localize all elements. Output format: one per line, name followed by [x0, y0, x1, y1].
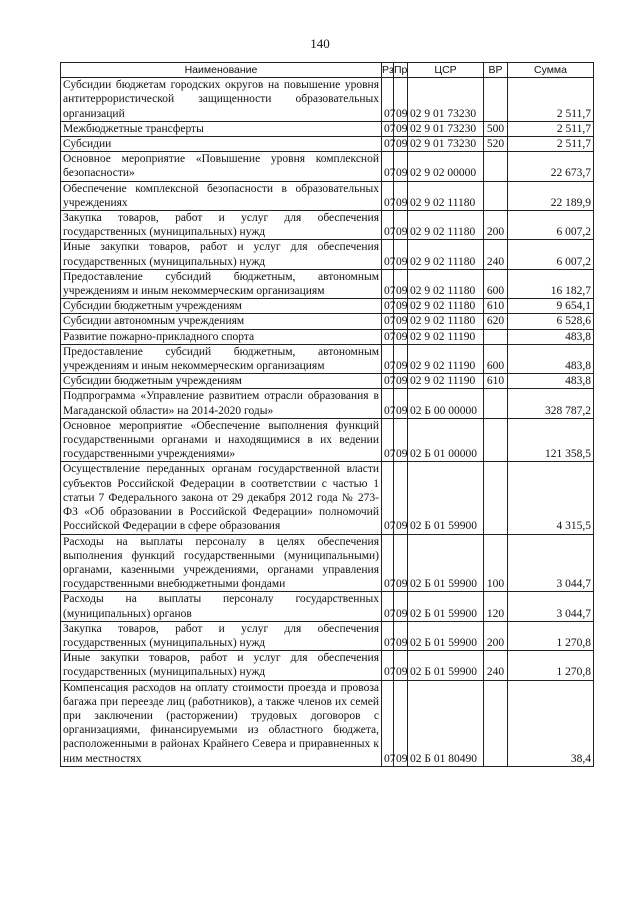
row-csr: 02 9 02 11180	[408, 269, 484, 298]
row-sum: 483,8	[508, 374, 594, 389]
row-vr: 600	[484, 269, 508, 298]
row-sum: 16 182,7	[508, 269, 594, 298]
row-pr: 09	[394, 240, 408, 269]
row-vr: 200	[484, 211, 508, 240]
row-name: Субсидии бюджетным учреждениям	[61, 374, 382, 389]
header-rz: Рз	[382, 64, 394, 76]
row-rz: 07	[382, 181, 394, 210]
row-pr: 09	[394, 181, 408, 210]
row-name: Осуществление переданных органам государственной власти субъектов Российской Федерации в соответствии с частью 1 статьи 7 Федерального закона от 29 декабря 2012 года № 273-ФЗ «Об образовании в Российской Федерации» полномочий Российской Федерации в сфере образования	[61, 462, 382, 534]
row-sum: 1 270,8	[508, 621, 594, 650]
row-pr: 09	[394, 534, 408, 592]
row-name: Субсидии бюджетным учреждениям	[61, 299, 382, 314]
row-csr: 02 9 02 11180	[408, 240, 484, 269]
table-header-row	[61, 63, 594, 78]
row-vr: 500	[484, 121, 508, 136]
row-csr: 02 Б 01 80490	[408, 680, 484, 766]
table-row	[61, 137, 594, 152]
row-pr: 09	[394, 211, 408, 240]
row-name: Субсидии автономным учреждениям	[61, 314, 382, 329]
row-pr: 09	[394, 651, 408, 680]
row-name: Иные закупки товаров, работ и услуг для обеспечения государственных (муниципальных) нужд	[61, 240, 382, 269]
row-sum: 483,8	[508, 344, 594, 373]
row-name: Расходы на выплаты персоналу государственных (муниципальных) органов	[61, 592, 382, 621]
row-pr: 09	[394, 329, 408, 344]
row-rz: 07	[382, 240, 394, 269]
row-vr: 240	[484, 651, 508, 680]
row-sum: 121 358,5	[508, 418, 594, 462]
row-csr: 02 9 02 11180	[408, 299, 484, 314]
table-row	[61, 211, 594, 240]
row-name: Закупка товаров, работ и услуг для обеспечения государственных (муниципальных) нужд	[61, 211, 382, 240]
row-csr: 02 9 01 73230	[408, 121, 484, 136]
row-vr	[484, 418, 508, 462]
row-pr: 09	[394, 152, 408, 181]
row-csr: 02 Б 01 59900	[408, 534, 484, 592]
row-vr: 520	[484, 137, 508, 152]
header-vr: ВР	[484, 63, 508, 78]
row-vr	[484, 462, 508, 534]
table-row	[61, 344, 594, 373]
table-row	[61, 299, 594, 314]
row-rz: 07	[382, 269, 394, 298]
row-rz: 07	[382, 374, 394, 389]
row-name: Основное мероприятие «Обеспечение выполнения функций государственными органами и находящимися в их ведении государственными учреждениями»	[61, 418, 382, 462]
row-sum: 2 511,7	[508, 137, 594, 152]
row-rz: 07	[382, 78, 394, 122]
row-vr	[484, 329, 508, 344]
row-csr: 02 Б 01 59900	[408, 462, 484, 534]
row-name: Развитие пожарно-прикладного спорта	[61, 329, 382, 344]
header-name: Наименование	[61, 63, 382, 78]
row-pr: 09	[394, 621, 408, 650]
row-csr: 02 9 01 73230	[408, 137, 484, 152]
row-name: Обеспечение комплексной безопасности в образовательных учреждениях	[61, 181, 382, 210]
row-sum: 328 787,2	[508, 389, 594, 418]
row-sum: 6 007,2	[508, 240, 594, 269]
row-sum: 6 528,6	[508, 314, 594, 329]
row-pr: 09	[394, 389, 408, 418]
row-vr: 610	[484, 374, 508, 389]
table-row	[61, 374, 594, 389]
row-csr: 02 Б 00 00000	[408, 389, 484, 418]
table-row	[61, 621, 594, 650]
row-sum: 22 189,9	[508, 181, 594, 210]
row-csr: 02 9 02 11190	[408, 344, 484, 373]
row-sum: 483,8	[508, 329, 594, 344]
row-name: Подпрограмма «Управление развитием отрасли образования в Магаданской области» на 2014-2020 годы»	[61, 389, 382, 418]
row-rz: 07	[382, 299, 394, 314]
row-pr: 09	[394, 462, 408, 534]
table-row	[61, 152, 594, 181]
row-csr: 02 Б 01 00000	[408, 418, 484, 462]
row-sum: 22 673,7	[508, 152, 594, 181]
row-vr: 120	[484, 592, 508, 621]
row-name: Иные закупки товаров, работ и услуг для обеспечения государственных (муниципальных) нужд	[61, 651, 382, 680]
table-row	[61, 78, 594, 122]
row-pr: 09	[394, 269, 408, 298]
row-csr: 02 Б 01 59900	[408, 651, 484, 680]
row-rz: 07	[382, 121, 394, 136]
table-row	[61, 592, 594, 621]
row-rz: 07	[382, 680, 394, 766]
row-pr: 09	[394, 344, 408, 373]
header-csr: ЦСР	[408, 63, 484, 78]
row-name: Основное мероприятие «Повышение уровня комплексной безопасности»	[61, 152, 382, 181]
row-pr: 09	[394, 299, 408, 314]
row-rz: 07	[382, 389, 394, 418]
row-rz: 07	[382, 137, 394, 152]
table-row	[61, 651, 594, 680]
row-name: Расходы на выплаты персоналу в целях обеспечения выполнения функций государственными (муниципальными) органами, казенными учреждениями, органами управления государственными внебюджетными фондами	[61, 534, 382, 592]
row-vr: 100	[484, 534, 508, 592]
row-csr: 02 9 02 11190	[408, 329, 484, 344]
row-name: Субсидии бюджетам городских округов на повышение уровня антитеррористической защищенности образовательных организаций	[61, 78, 382, 122]
row-sum: 1 270,8	[508, 651, 594, 680]
row-vr: 620	[484, 314, 508, 329]
row-name: Компенсация расходов на оплату стоимости проезда и провоза багажа при переезде лиц (работников), а также членов их семей при заключении (расторжении) трудовых договоров с организациями, финансируемыми из областного бюджета, расположенными в районах Крайнего Севера и приравненных к ним местностях	[61, 680, 382, 766]
row-sum: 2 511,7	[508, 121, 594, 136]
row-rz: 07	[382, 211, 394, 240]
row-pr: 09	[394, 78, 408, 122]
row-vr	[484, 181, 508, 210]
row-csr: 02 9 02 11190	[408, 374, 484, 389]
header-sum: Сумма	[508, 63, 594, 78]
table-row	[61, 121, 594, 136]
row-csr: 02 Б 01 59900	[408, 621, 484, 650]
table-row	[61, 534, 594, 592]
row-pr: 09	[394, 418, 408, 462]
row-sum: 4 315,5	[508, 462, 594, 534]
row-rz: 07	[382, 651, 394, 680]
row-sum: 3 044,7	[508, 592, 594, 621]
row-pr: 09	[394, 680, 408, 766]
row-rz: 07	[382, 621, 394, 650]
row-csr: 02 9 02 11180	[408, 314, 484, 329]
row-rz: 07	[382, 534, 394, 592]
row-sum: 6 007,2	[508, 211, 594, 240]
table-row	[61, 418, 594, 462]
row-vr	[484, 152, 508, 181]
row-name: Предоставление субсидий бюджетным, автономным учреждениям и иным некоммерческим организациям	[61, 344, 382, 373]
row-vr	[484, 680, 508, 766]
row-rz: 07	[382, 329, 394, 344]
row-pr: 09	[394, 592, 408, 621]
table-row	[61, 329, 594, 344]
table-row	[61, 240, 594, 269]
row-name: Субсидии	[61, 137, 382, 152]
row-csr: 02 9 01 73230	[408, 78, 484, 122]
row-sum: 2 511,7	[508, 78, 594, 122]
table-row	[61, 181, 594, 210]
row-csr: 02 9 02 00000	[408, 152, 484, 181]
row-vr: 240	[484, 240, 508, 269]
table-body	[61, 78, 594, 767]
row-csr: 02 Б 01 59900	[408, 592, 484, 621]
page-number: 140	[310, 36, 330, 51]
row-vr	[484, 78, 508, 122]
row-name: Предоставление субсидий бюджетным, автономным учреждениям и иным некоммерческим организациям	[61, 269, 382, 298]
row-rz: 07	[382, 592, 394, 621]
row-rz: 07	[382, 152, 394, 181]
row-rz: 07	[382, 418, 394, 462]
row-rz: 07	[382, 462, 394, 534]
row-vr: 600	[484, 344, 508, 373]
table-row	[61, 269, 594, 298]
row-pr: 09	[394, 121, 408, 136]
row-rz: 07	[382, 344, 394, 373]
row-sum: 38,4	[508, 680, 594, 766]
row-csr: 02 9 02 11180	[408, 211, 484, 240]
row-sum: 9 654,1	[508, 299, 594, 314]
row-pr: 09	[394, 314, 408, 329]
table-row	[61, 462, 594, 534]
row-sum: 3 044,7	[508, 534, 594, 592]
table-row	[61, 314, 594, 329]
row-rz: 07	[382, 314, 394, 329]
row-name: Межбюджетные трансферты	[61, 121, 382, 136]
row-vr	[484, 389, 508, 418]
table-row	[61, 680, 594, 766]
budget-table	[60, 62, 594, 767]
row-vr: 200	[484, 621, 508, 650]
header-pr: Пр	[394, 64, 408, 76]
row-pr: 09	[394, 374, 408, 389]
row-pr: 09	[394, 137, 408, 152]
row-vr: 610	[484, 299, 508, 314]
table-row	[61, 389, 594, 418]
row-csr: 02 9 02 11180	[408, 181, 484, 210]
row-name: Закупка товаров, работ и услуг для обеспечения государственных (муниципальных) нужд	[61, 621, 382, 650]
